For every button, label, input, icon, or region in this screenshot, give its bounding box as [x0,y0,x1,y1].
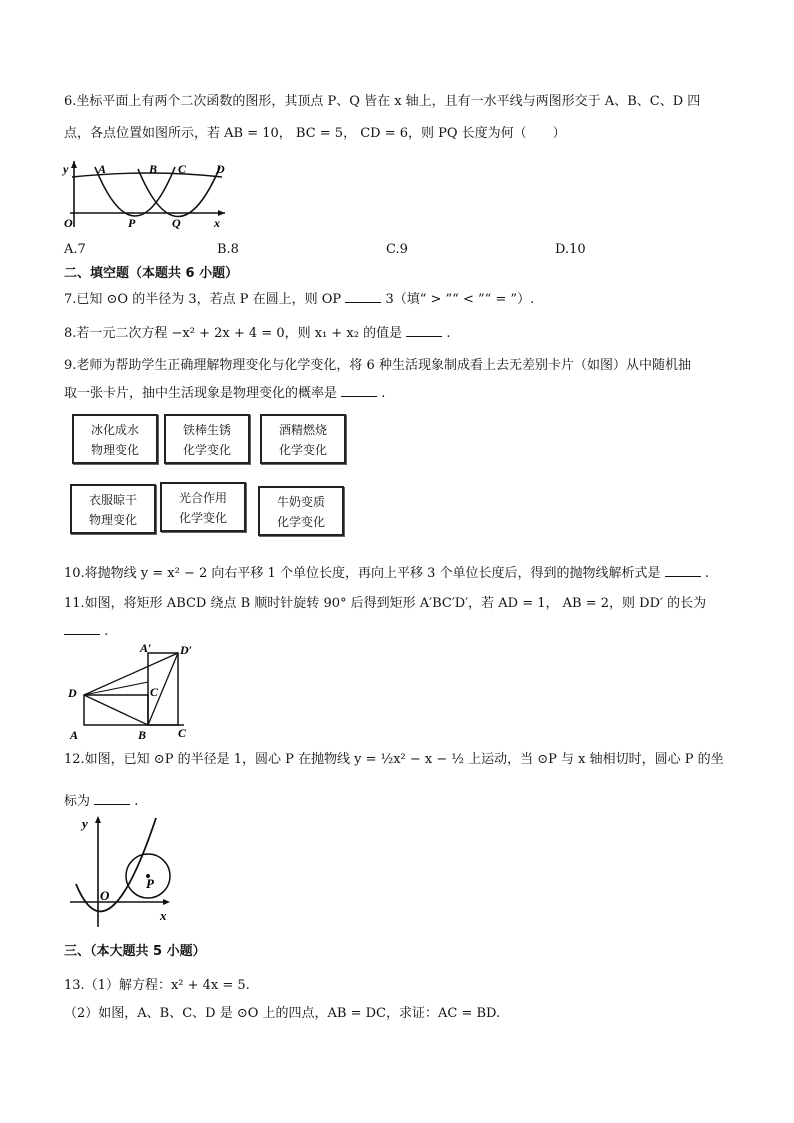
q9-card-6 [258,486,344,536]
q12-figure [68,812,188,932]
q11-segment-dd [84,653,178,695]
q9-card-1 [72,414,158,464]
q8-text: 8.若一元二次方程 −x² + 2x + 4 = 0，则 x₁ + x₂ 的值是 [64,326,403,341]
q11-label-c: C [178,726,187,740]
q9-line1: 9.老师为帮助学生正确理解物理变化与化学变化，将 6 种生活现象制成看上去无差别卡片（如图）从中随机抽 [64,358,691,373]
q6-line2: 点，各点位置如图所示，若 AB = 10， BC = 5， CD = 6，则 PQ 长度为何（ ） [64,126,566,141]
q9-answer-blank[interactable] [341,382,377,397]
q11-answer-blank[interactable] [64,620,100,635]
q11-line1: 11.如图，将矩形 ABCD 绕点 B 顺时针旋转 90° 后得到矩形 A′BC′D′，若 AD = 1， AB = 2，则 DD′ 的长为 [64,596,707,611]
q11-label-a-prime: A′ [140,641,152,655]
q9-card-3-bottom: 化学变化 [278,443,327,457]
q9-card-4-bottom: 物理变化 [88,513,137,527]
q12-line2 [64,790,138,812]
q12-label-y: y [82,816,88,831]
q12-line2-text: 标为 [64,794,91,809]
q10-tail: . [704,566,709,581]
section3-heading: 三、（本大题共 5 小题） [64,944,206,959]
q7-tail: 3（填“ > ”“ < ”“ = ”）. [385,292,535,307]
q7-question [64,288,534,310]
q12-line1: 12.如图，已知 ⊙P 的半径是 1，圆心 P 在抛物线 y = ½x² − x − ½ 上运动，当 ⊙P 与 x 轴相切时，圆心 P 的坐 [64,752,724,767]
q10-answer-blank[interactable] [665,562,701,577]
q9-card-5-top: 光合作用 [178,491,227,505]
q6-option-a[interactable]: A.7 [64,242,86,257]
q10-question [64,562,709,584]
q9-card-4-top: 衣服晾干 [88,493,137,507]
q9-card-3-top: 酒精燃烧 [278,423,327,437]
q12-label-o: O [100,888,110,903]
q9-card-6-bottom: 化学变化 [276,515,325,529]
q9-card-1-top: 冰化成水 [90,423,139,437]
q7-text: 7.已知 ⊙O 的半径为 3，若点 P 在圆上，则 OP [64,292,342,307]
q6-label-c: C [178,162,187,176]
q11-tail: . [104,624,109,639]
q13-part1: 13.（1）解方程：x² + 4x = 5. [64,978,250,993]
q9-card-6-top: 牛奶变质 [276,495,325,509]
q9-line2 [64,382,385,404]
q9-tail: . [381,386,386,401]
q8-question [64,322,451,344]
q6-label-o: O [64,216,73,230]
q9-line2-text: 取一张卡片，抽中生活现象是物理变化的概率是 [64,386,338,401]
q8-tail: . [446,326,451,341]
q9-card-2-top: 铁棒生锈 [182,423,231,437]
q6-label-x: x [214,216,220,230]
q6-label-a: A [98,162,107,176]
q12-answer-blank[interactable] [94,790,130,805]
q13-part2: （2）如图，A、B、C、D 是 ⊙O 上的四点，AB = DC，求证：AC = BD. [64,1006,501,1021]
q6-option-d[interactable]: D.10 [555,242,586,257]
q11-line2 [64,620,108,642]
q6-label-d: D [216,162,225,176]
q9-card-5 [160,482,246,532]
q6-label-p: P [128,216,136,230]
q9-card-2 [164,414,250,464]
q9-card-5-bottom: 化学变化 [178,511,227,525]
q9-card-1-bottom: 物理变化 [90,443,139,457]
q6-option-c[interactable]: C.9 [386,242,408,257]
q12-label-x: x [160,908,167,923]
q6-option-b[interactable]: B.8 [217,242,239,257]
q9-card-3 [260,414,346,464]
q6-label-q: Q [172,216,181,230]
q6-figure [60,155,240,235]
q6-horizontal-line [72,173,222,177]
q9-card-4 [70,484,156,534]
q12-label-p: P [146,876,154,891]
q9-card-2-bottom: 化学变化 [182,443,231,457]
q11-label-a: A [70,728,79,742]
q6-label-b: B [149,162,158,176]
q6-line1: 6.坐标平面上有两个二次函数的图形，其顶点 P、Q 皆在 x 轴上，且有一水平线与两图形交于 A、B、C、D 四 [64,94,701,109]
q11-label-d-prime: D′ [180,643,193,657]
q8-answer-blank[interactable] [406,322,442,337]
q11-figure [64,640,214,745]
q7-answer-blank[interactable] [345,288,381,303]
q11-label-d: D [68,686,77,700]
q10-text: 10.将抛物线 y = x² − 2 向右平移 1 个单位长度，再向上平移 3 个单位长度后，得到的抛物线解析式是 [64,566,661,581]
section2-heading: 二、填空题（本题共 6 小题） [64,266,239,281]
q6-label-y: y [63,162,69,176]
q12-tail: . [134,794,139,809]
q11-label-c-prime: C [150,685,159,699]
q11-label-b: B [138,728,147,742]
